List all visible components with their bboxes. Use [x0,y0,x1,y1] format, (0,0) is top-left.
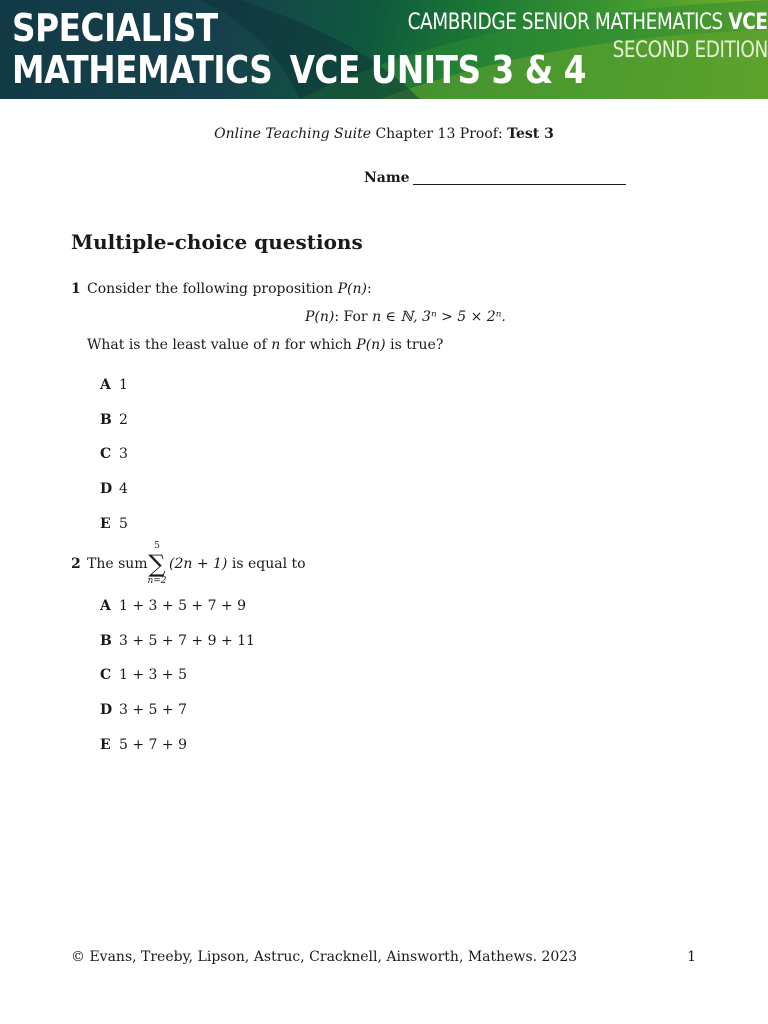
question-1-proposition [305,309,506,325]
series-name [408,10,768,35]
page-number: 1 [687,949,696,965]
question-2-number: 2 [71,556,81,572]
option-value: 4 [119,481,128,497]
q1-prop-text: : For [334,309,373,325]
book-title-line-1: SPECIALIST [12,6,218,50]
q1-intro-colon: : [366,281,372,297]
q2-option-c[interactable] [100,667,187,683]
copyright-footer: © Evans, Treeby, Lipson, Astruc, Cracknell, Ainsworth, Mathews. 2023 [71,949,578,965]
option-value: 5 + 7 + 9 [119,737,187,753]
option-value: 3 + 5 + 7 + 9 + 11 [119,633,255,649]
q2-option-d[interactable] [100,702,187,718]
q1-question-p: P(n) [356,337,386,353]
q1-question-n: n [271,337,281,353]
name-label: Name [364,170,410,186]
question-1-intro [87,281,372,297]
q1-question-b: for which [280,337,357,353]
option-letter: C [100,667,112,683]
series-name-bold: VCE [728,10,768,35]
option-value: 5 [119,516,128,532]
q1-question-c: is true? [385,337,444,353]
q1-intro-text: Consider the following proposition [87,281,338,297]
option-letter: E [100,737,111,753]
option-value: 1 [119,377,128,393]
option-letter: D [100,702,113,718]
option-letter: D [100,481,113,497]
section-heading: Multiple-choice questions [71,230,363,254]
cover-banner [0,0,768,99]
question-2-text-b [169,556,306,572]
q1-intro-math: P(n) [337,281,367,297]
q1-option-a[interactable] [100,377,128,393]
question-2-text-a: The sum [87,556,148,572]
suite-name: Online Teaching Suite [214,126,371,142]
q2-option-b[interactable] [100,633,255,649]
q1-option-c[interactable] [100,446,128,462]
option-value: 3 [119,446,128,462]
name-field-line [413,184,626,185]
option-letter: A [100,377,111,393]
question-1-question [87,337,443,353]
sum-lower-limit: n=2 [147,576,167,586]
option-value: 3 + 5 + 7 [119,702,187,718]
q1-option-e[interactable] [100,516,128,532]
sum-upper-limit: 5 [154,541,160,551]
q2-sum-expr: (2n + 1) [169,556,228,572]
option-letter: C [100,446,112,462]
q1-prop-math: P(n) [305,309,335,325]
option-value: 2 [119,412,128,428]
book-title-subject: MATHEMATICS [12,48,273,92]
question-1-number: 1 [71,281,81,297]
q2-option-e[interactable] [100,737,187,753]
book-title-line-2 [12,48,586,92]
option-value: 1 + 3 + 5 + 7 + 9 [119,598,247,614]
sigma-glyph: ∑ [148,550,166,578]
q1-question-a: What is the least value of [87,337,272,353]
option-letter: A [100,598,111,614]
chapter-label: Chapter 13 Proof: [375,126,503,142]
option-letter: E [100,516,111,532]
q1-option-d[interactable] [100,481,128,497]
option-letter: B [100,633,112,649]
q1-option-b[interactable] [100,412,128,428]
q2-option-a[interactable] [100,598,246,614]
q2-text-end: is equal to [227,556,306,572]
q1-prop-expr: n ∈ ℕ, 3ⁿ > 5 × 2ⁿ. [372,309,506,325]
summation-symbol [146,541,168,586]
option-value: 1 + 3 + 5 [119,667,187,683]
test-subtitle [0,126,768,142]
book-title-units: VCE UNITS 3 & 4 [289,48,587,92]
test-label: Test 3 [507,126,554,142]
edition-label: SECOND EDITION [612,38,768,63]
series-name-light: CAMBRIDGE SENIOR MATHEMATICS [408,10,724,35]
option-letter: B [100,412,112,428]
